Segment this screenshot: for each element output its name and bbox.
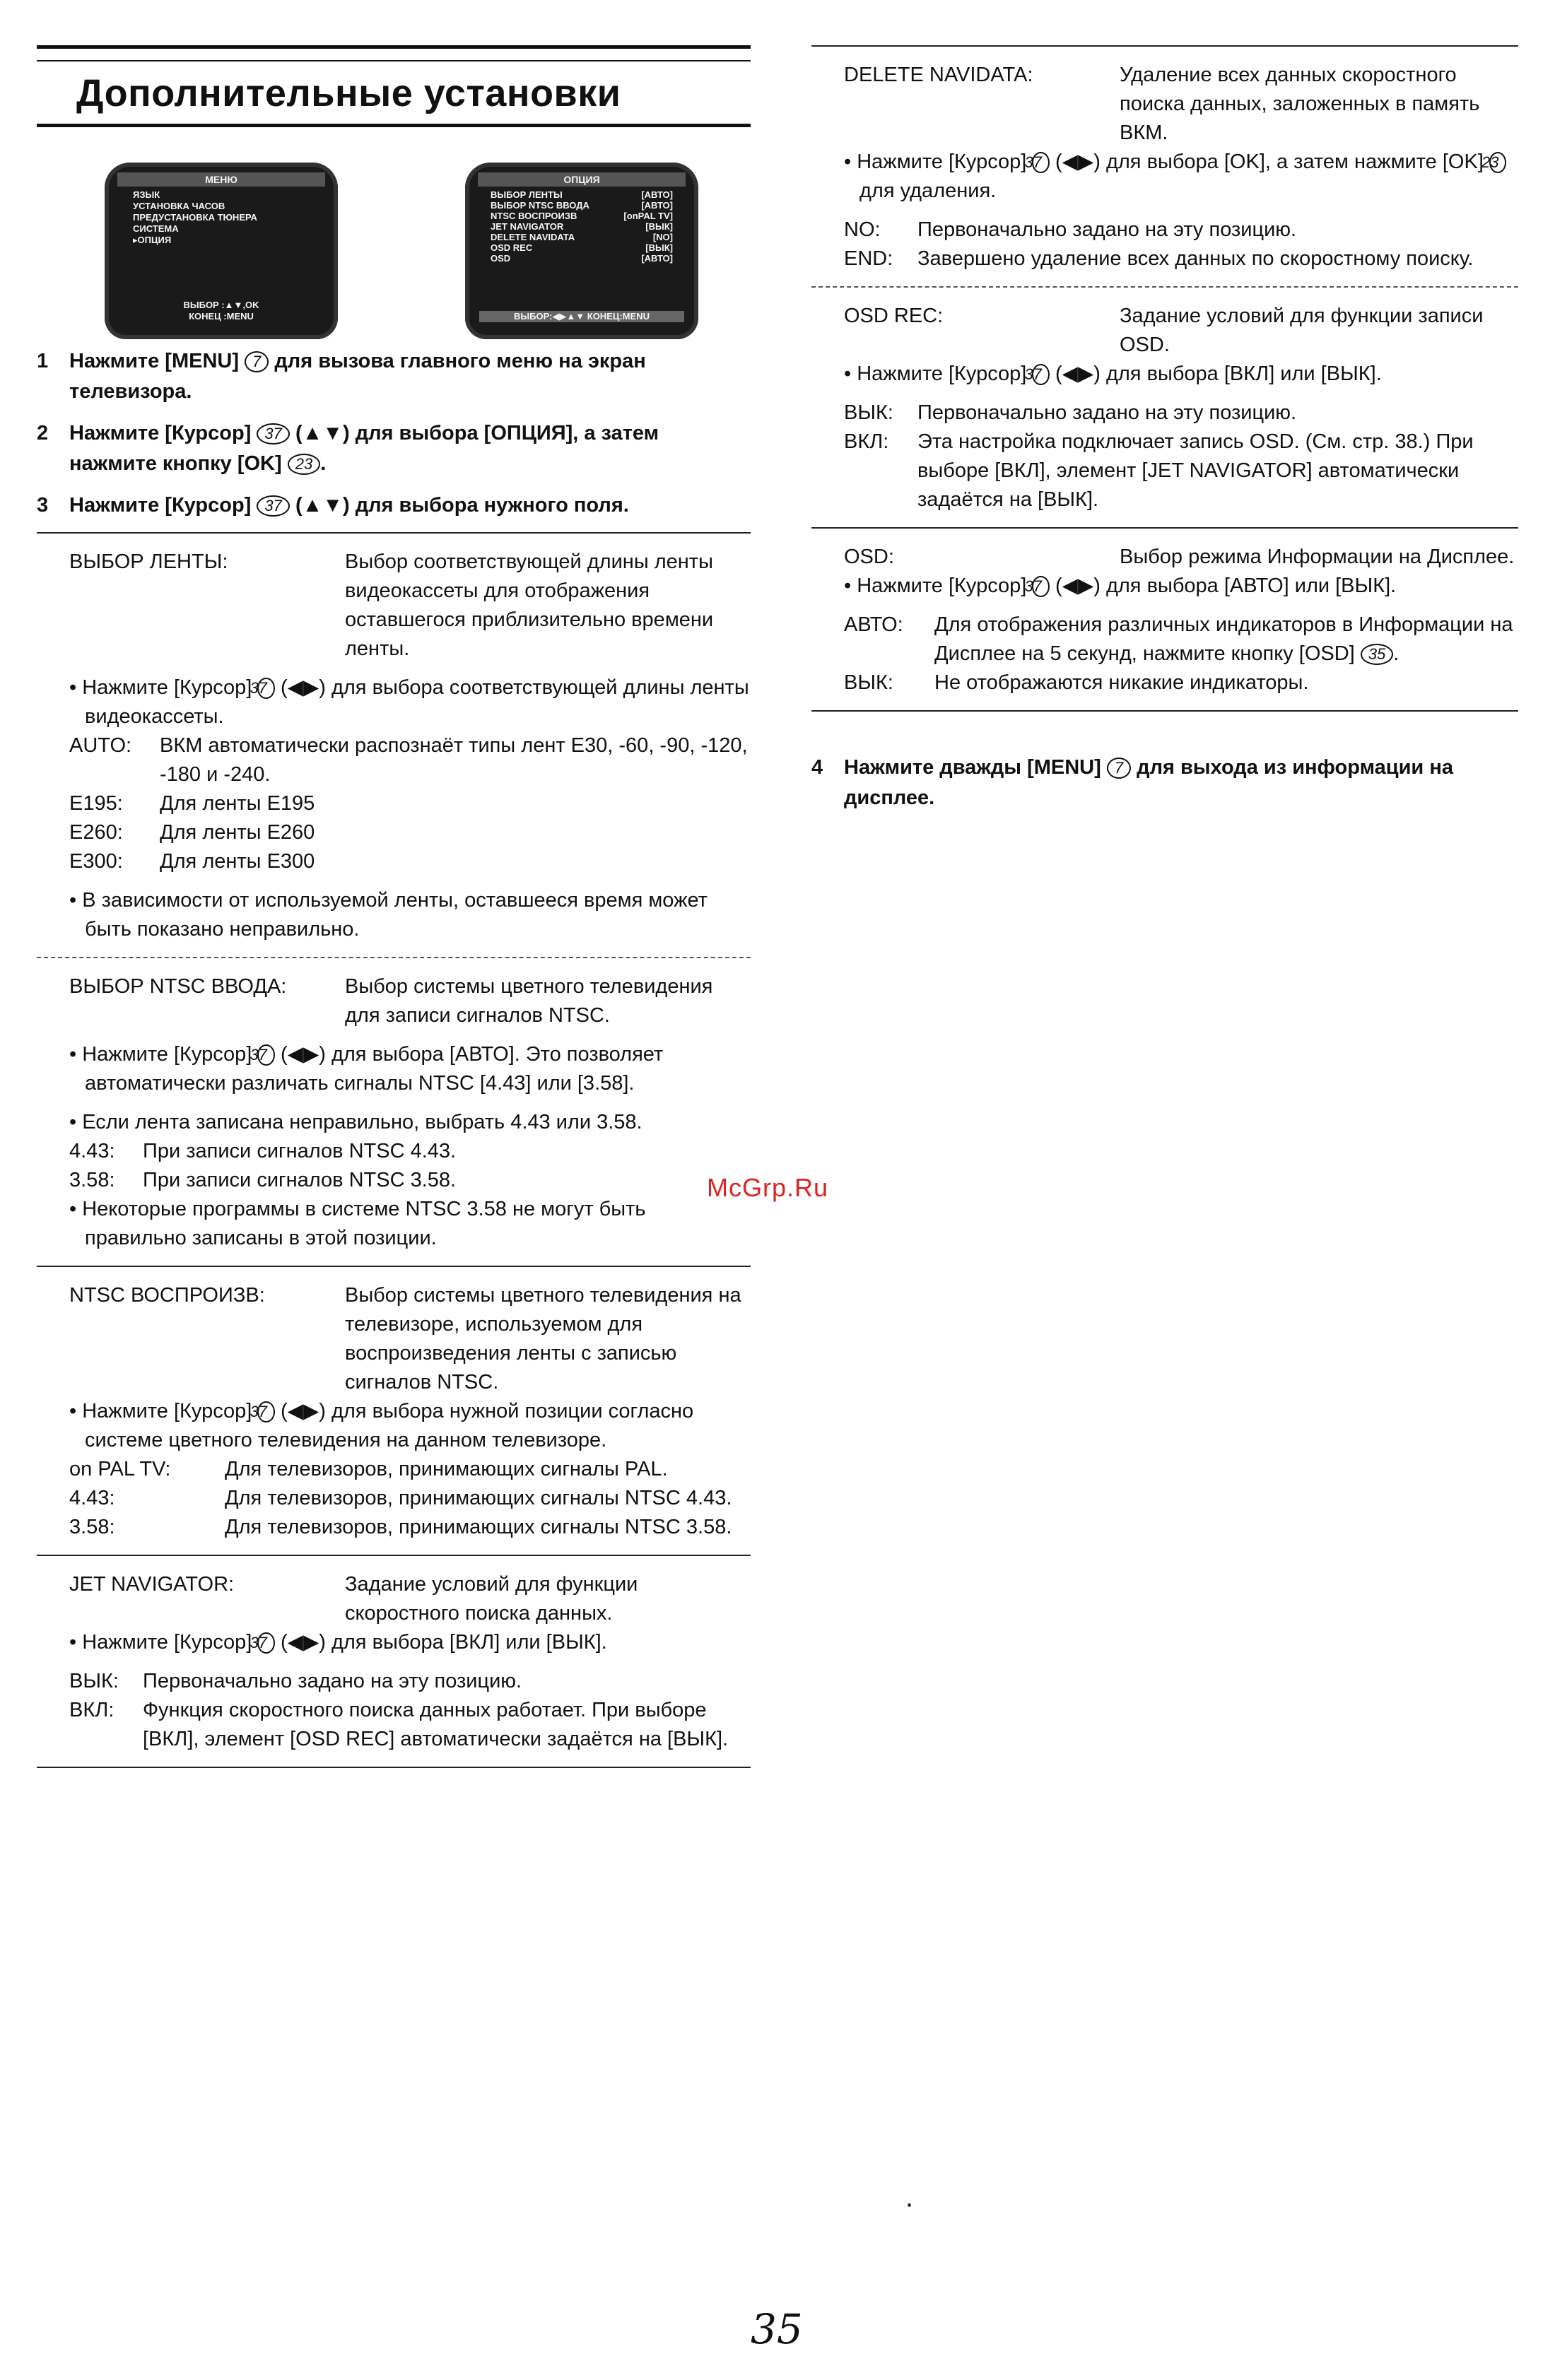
menu-screen-header: МЕНЮ xyxy=(117,172,325,187)
value-def: ВЫК: Не отображаются никакие индикаторы. xyxy=(844,671,1309,694)
section-osd-rec xyxy=(811,286,1518,527)
value-def: AUTO: ВКМ автоматически распознаёт типы лент E30, -60, -90, -120, -180 и -240. xyxy=(69,734,748,786)
cursor-key-badge: 37 xyxy=(257,495,289,517)
menu-key-badge: 7 xyxy=(245,351,269,372)
option-row: OSD [АВТО] xyxy=(491,253,673,264)
option-desc: Выбор соответствующей длины ленты видеокассеты для отображения оставшегося приблизительно времени ленты. xyxy=(345,550,714,660)
section-ntsc-input xyxy=(37,957,751,1266)
step-4: 4 Нажмите дважды [MENU] 7 для выхода из информации на дисплее. xyxy=(811,753,1518,813)
screen-illustrations xyxy=(105,163,751,346)
instruction: • Нажмите [Курсор] 37 (◀▶) для выбора [ВКЛ] или [ВЫК]. xyxy=(844,360,1518,389)
option-name: JET NAVIGATOR: xyxy=(69,1573,235,1596)
value-def: E300: Для ленты E300 xyxy=(69,850,315,873)
option-desc: Задание условий для функции скоростного поиска данных. xyxy=(345,1573,638,1625)
menu-footer-exit: КОНЕЦ :MENU xyxy=(189,311,254,322)
option-name: OSD: xyxy=(844,546,894,568)
instruction: • Нажмите [Курсор] 37 (◀▶) для выбора соответствующей длины ленты видеокассеты. xyxy=(69,673,751,731)
option-name: ВЫБОР ЛЕНТЫ: xyxy=(69,550,228,573)
value-def: ВЫК: Первоначально задано на эту позицию. xyxy=(69,1670,522,1692)
cursor-key-badge: 37 xyxy=(1032,152,1049,173)
section-end-rule xyxy=(811,710,1518,712)
instruction: • Нажмите [Курсор] 37 (◀▶) для выбора нужной позиции согласно системе цветного телевидения на данном телевизоре. xyxy=(69,1397,751,1455)
menu-item: ПРЕДУСТАНОВКА ТЮНЕРА xyxy=(133,212,257,223)
section-jet-navigator xyxy=(37,1555,751,1767)
cursor-key-badge: 37 xyxy=(257,1632,274,1654)
option-desc: Удаление всех данных скоростного поиска данных, заложенных в память ВКМ. xyxy=(1120,64,1480,144)
option-row: JET NAVIGATOR [ВЫК] xyxy=(491,221,673,232)
right-column xyxy=(811,45,1518,825)
section-tape-select xyxy=(37,532,751,957)
note: • Некоторые программы в системе NTSC 3.58 не могут быть правильно записаны в этой позиции. xyxy=(69,1195,751,1253)
option-desc: Выбор системы цветного телевидения для записи сигналов NTSC. xyxy=(345,975,713,1027)
menu-key-badge: 7 xyxy=(1107,758,1131,779)
page-title: Дополнительные установки xyxy=(76,72,621,114)
section-osd xyxy=(811,527,1518,710)
step-number: 4 xyxy=(811,756,823,779)
note: • В зависимости от используемой ленты, оставшееся время может быть показано неправильно. xyxy=(69,886,751,944)
option-desc: Задание условий для функции записи OSD. xyxy=(1120,305,1484,356)
step-number: 2 xyxy=(37,422,49,444)
note: • Если лента записана неправильно, выбрать 4.43 или 3.58. xyxy=(69,1108,751,1137)
option-desc: Выбор системы цветного телевидения на телевизоре, используемом для воспроизведения ленты с записью сигналов NTSC. xyxy=(345,1284,741,1394)
menu-item: УСТАНОВКА ЧАСОВ xyxy=(133,201,225,211)
cursor-key-badge: 37 xyxy=(257,1044,274,1066)
value-def: on PAL TV: Для телевизоров, принимающих сигналы PAL. xyxy=(69,1458,668,1480)
section-delete-navidata xyxy=(811,45,1518,286)
option-desc: Выбор режима Информации на Дисплее. xyxy=(1120,546,1515,568)
option-name: DELETE NAVIDATA: xyxy=(844,64,1033,86)
option-row: OSD REC [ВЫК] xyxy=(491,242,673,253)
option-name: NTSC ВОСПРОИЗВ: xyxy=(69,1284,265,1307)
title-box xyxy=(37,45,751,127)
section-end-rule xyxy=(37,1767,751,1768)
option-screen-footer: ВЫБОР:◀▶▲▼ КОНЕЦ:MENU xyxy=(479,311,684,322)
step-number: 3 xyxy=(37,494,49,517)
option-name: OSD REC: xyxy=(844,305,944,327)
value-def: END: Завершено удаление всех данных по скоростному поиску. xyxy=(844,247,1474,270)
value-def: 3.58: Для телевизоров, принимающих сигналы NTSC 3.58. xyxy=(69,1516,732,1538)
ok-key-badge: 23 xyxy=(1489,152,1506,173)
menu-item: ЯЗЫК xyxy=(133,189,160,200)
step-1: 1 Нажмите [MENU] 7 для вызова главного меню на экран телевизора. xyxy=(37,346,751,407)
instruction: • Нажмите [Курсор] 37 (◀▶) для выбора [АВТО]. Это позволяет автоматически различать сигналы NTSC [4.43] или [3.58]. xyxy=(69,1040,751,1098)
left-column xyxy=(37,45,751,1768)
step-2: 2 Нажмите [Курсор] 37 (▲▼) для выбора [ОПЦИЯ], а затем нажмите кнопку [OK] 23 . xyxy=(37,418,751,479)
cursor-key-badge: 37 xyxy=(1032,364,1049,385)
menu-item: ▸ОПЦИЯ xyxy=(133,235,172,245)
option-screen xyxy=(465,163,698,339)
option-name: ВЫБОР NTSC ВВОДА: xyxy=(69,975,287,998)
step-3: 3 Нажмите [Курсор] 37 (▲▼) для выбора нужного поля. xyxy=(37,490,751,521)
ok-key-badge: 23 xyxy=(288,454,320,475)
stray-dot xyxy=(908,2203,911,2207)
instruction: • Нажмите [Курсор] 37 (◀▶) для выбора [АВТО] или [ВЫК]. xyxy=(844,572,1518,601)
value-def: E260: Для ленты E260 xyxy=(69,821,315,844)
section-ntsc-playback xyxy=(37,1266,751,1555)
value-def: АВТО: Для отображения различных индикаторов в Информации на Дисплее на 5 секунд, нажмите кнопку [OSD] 35 . xyxy=(844,613,1513,665)
cursor-key-badge: 37 xyxy=(1032,576,1049,597)
value-def: ВКЛ: Функция скоростного поиска данных работает. При выборе [ВКЛ], элемент [OSD REC] автоматически задаётся на [ВЫК]. xyxy=(69,1699,729,1750)
cursor-key-badge: 37 xyxy=(257,678,274,699)
page-number: 35 xyxy=(751,2305,803,2353)
value-def: 3.58: При записи сигналов NTSC 3.58. xyxy=(69,1169,457,1191)
value-def: E195: Для ленты E195 xyxy=(69,792,315,815)
value-def: 4.43: При записи сигналов NTSC 4.43. xyxy=(69,1140,457,1162)
value-def: NO: Первоначально задано на эту позицию. xyxy=(844,218,1297,241)
watermark: McGrp.Ru xyxy=(707,1173,829,1202)
option-row: NTSC ВОСПРОИЗВ [onPAL TV] xyxy=(491,211,673,221)
menu-screen-footer xyxy=(119,300,324,322)
value-def: ВЫК: Первоначально задано на эту позицию. xyxy=(844,401,1297,424)
option-row: ВЫБОР ЛЕНТЫ [АВТО] xyxy=(491,189,673,200)
osd-key-badge: 35 xyxy=(1361,644,1393,665)
step-number: 1 xyxy=(37,350,49,372)
value-def: ВКЛ: Эта настройка подключает запись OSD. (См. стр. 38.) При выборе [ВКЛ], элемент [JET NAVIGATOR] автоматически задаётся на [ВЫК]. xyxy=(844,430,1474,511)
menu-footer-select: ВЫБОР :▲▼,OK xyxy=(183,300,259,310)
instruction: • Нажмите [Курсор] 37 (◀▶) для выбора [OK], а затем нажмите [OK] 23 для удаления. xyxy=(844,148,1518,206)
option-screen-header: ОПЦИЯ xyxy=(478,172,686,187)
cursor-key-badge: 37 xyxy=(257,423,289,444)
cursor-key-badge: 37 xyxy=(257,1401,274,1422)
menu-item: СИСТЕМА xyxy=(133,223,179,234)
option-row: DELETE NAVIDATA [NO] xyxy=(491,232,673,242)
instruction: • Нажмите [Курсор] 37 (◀▶) для выбора [ВКЛ] или [ВЫК]. xyxy=(69,1628,751,1657)
option-row: ВЫБОР NTSC ВВОДА [АВТО] xyxy=(491,200,673,211)
value-def: 4.43: Для телевизоров, принимающих сигналы NTSC 4.43. xyxy=(69,1487,732,1509)
menu-screen xyxy=(105,163,338,339)
